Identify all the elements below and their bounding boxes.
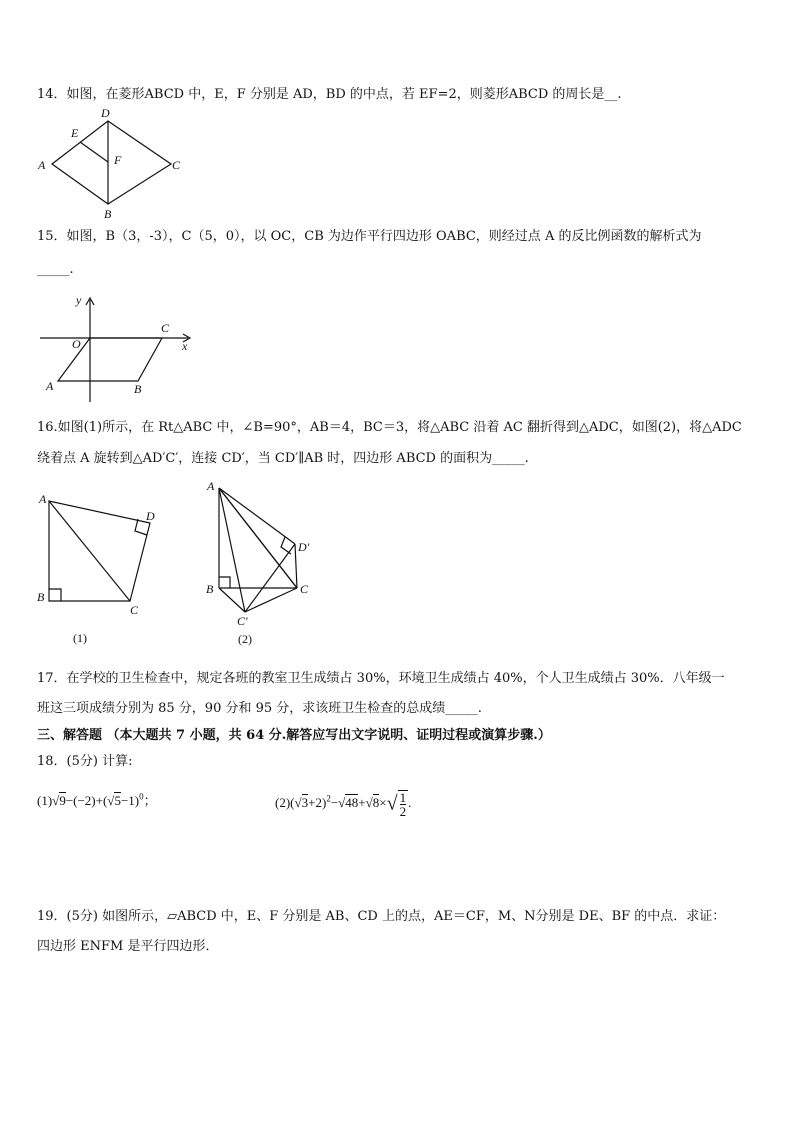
sqrt-sign: √ <box>386 792 398 815</box>
section-3-heading: 三、解答题 （本大题共 7 小题，共 64 分.解答应写出文字说明、证明过程或演算步骤.） <box>37 728 551 743</box>
sqrt-sign: √ <box>52 793 60 808</box>
q15-text: 15．如图，B（3，-3），C（5，0），以 OC，CB 为边作平行四边形 OABC，则经过点 A 的反比例函数的解析式为 <box>37 229 702 244</box>
q16-text-2: 绕着点 A 旋转到△AD′C′，连接 CD′，当 CD′∥AB 时，四边形 ABCD 的面积为_____. <box>37 451 529 466</box>
q15-parallelogram-figure <box>38 292 198 402</box>
fig2-label-a: A <box>207 479 215 493</box>
fraction: $\frac{1}{2}$ <box>399 790 407 819</box>
q14-label-a: A <box>38 158 46 172</box>
q15-label-y: y <box>76 293 82 307</box>
fig1-label-a: A <box>39 492 47 506</box>
q18-text: 18．(5分) 计算: <box>37 754 133 769</box>
q15-label-a: A <box>46 379 54 393</box>
q14-label-e: E <box>71 126 79 140</box>
q15-label-x: x <box>182 339 188 353</box>
fig2-label-c: C <box>300 582 309 596</box>
q14-text: 14．如图，在菱形ABCD 中，E，F 分别是 AD，BD 的中点，若 EF=2，则菱形ABCD 的周长是__. <box>37 87 622 102</box>
fig2-caption: (2) <box>238 632 252 646</box>
q16-figure-1 <box>34 487 174 657</box>
sqrt-sign: √ <box>365 794 373 810</box>
q14-rhombus-figure <box>35 106 185 221</box>
q18-part-1: $(1)√9-(-2)+(√5-1)^0$； <box>37 791 157 808</box>
q19-text-1: 19．(5分) 如图所示，▱ABCD 中，E、F 分别是 AB、CD 上的点，AE＝CF，M、N分别是 DE、BF 的中点．求证： <box>37 909 726 924</box>
fig2-label-d-prime: D′ <box>298 540 310 554</box>
q19-text-2: 四边形 ENFM 是平行四边形． <box>37 939 219 954</box>
q14-label-b: B <box>104 207 112 221</box>
fig2-label-b: B <box>206 582 214 596</box>
q15-label-b: B <box>134 382 142 396</box>
q15-label-c: C <box>161 321 170 335</box>
q17-text-2: 班这三项成绩分别为 85 分，90 分和 95 分，求该班卫生检查的总成绩_____. <box>37 701 482 716</box>
fig1-caption: (1) <box>73 631 87 645</box>
q14-label-d: D <box>101 106 110 120</box>
q14-label-c: C <box>172 158 181 172</box>
q18-part-2: $(2)(√3+2)^2-√48+√8\times√$ $\frac{1}{2}$ . <box>275 790 412 819</box>
q15-label-o: O <box>72 337 81 351</box>
fig1-label-c: C <box>130 603 139 617</box>
sqrt-sign: √ <box>294 794 302 810</box>
sqrt-sign: √ <box>338 794 346 810</box>
q15-blank: _____. <box>37 262 74 277</box>
q17-text-1: 17．在学校的卫生检查中，规定各班的教室卫生成绩占 30%，环境卫生成绩占 40%，个人卫生成绩占 30%．八年级一 <box>37 671 725 686</box>
q14-label-f: F <box>114 153 122 167</box>
q16-text-1: 16.如图(1)所示，在 Rt△ABC 中，∠B=90°，AB＝4，BC＝3，将△ABC 沿着 AC 翻折得到△ADC，如图(2)，将△ADC <box>37 420 742 435</box>
fig2-label-c-prime: C′ <box>237 614 248 628</box>
q16-figure-2 <box>202 479 332 654</box>
sqrt-sign: √ <box>107 793 115 808</box>
fig1-label-b: B <box>37 590 45 604</box>
fig1-label-d: D <box>146 509 155 523</box>
